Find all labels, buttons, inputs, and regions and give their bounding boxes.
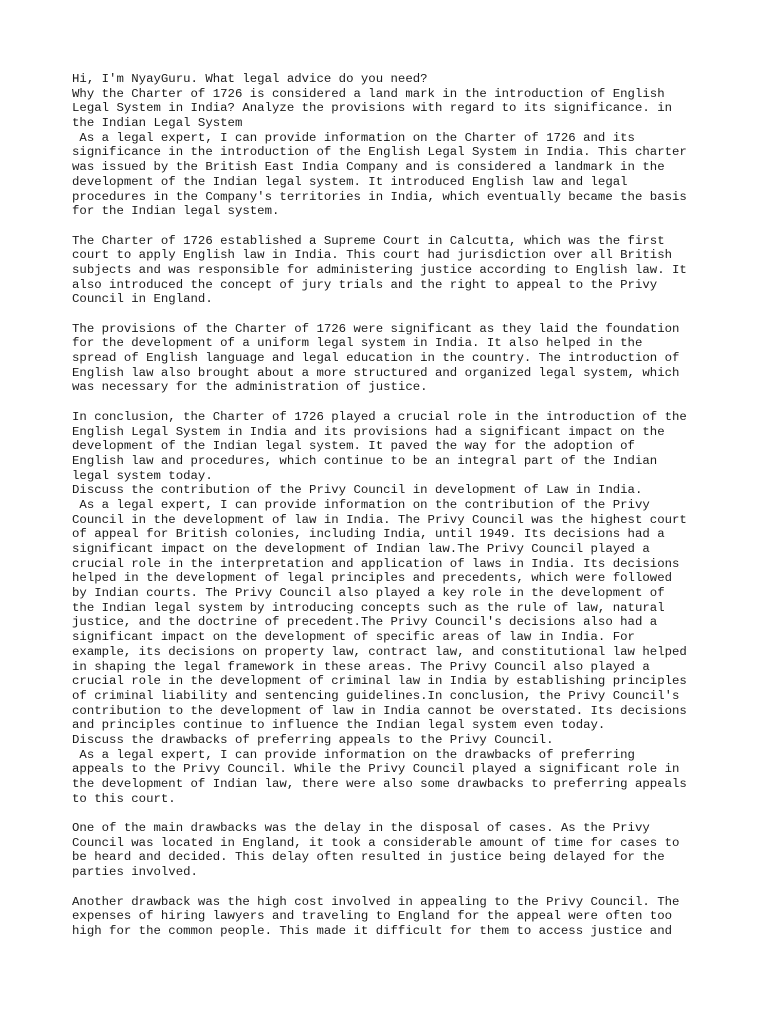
text-line: Legal System in India? Analyze the provisions with regard to its significance. in: [72, 101, 673, 116]
text-line: Why the Charter of 1726 is considered a land mark in the introduction of English: [72, 86, 665, 101]
text-line: English law also brought about a more structured and organized legal system, which: [72, 365, 680, 380]
text-line: appeals to the Privy Council. While the Privy Council played a significant role in: [72, 762, 680, 777]
text-line: of appeal for British colonies, including India, until 1949. Its decisions had a: [72, 527, 665, 542]
text-line: English law and procedures, which continue to be an integral part of the Indian: [72, 453, 658, 468]
text-line: Hi, I'm NyayGuru. What legal advice do you need?: [72, 72, 428, 86]
text-line: and principles continue to influence the Indian legal system even today.: [72, 718, 606, 733]
text-line: As a legal expert, I can provide information on the contribution of the Privy: [72, 497, 650, 512]
text-line: As a legal expert, I can provide information on the Charter of 1726 and its: [72, 130, 635, 145]
text-line: in shaping the legal framework in these areas. The Privy Council also played a: [72, 659, 650, 674]
text-line: procedures in the Company's territories in India, which eventually became the basis: [72, 189, 687, 204]
text-line: Discuss the drawbacks of preferring appeals to the Privy Council.: [72, 732, 554, 747]
text-line: Another drawback was the high cost involved in appealing to the Privy Council. The: [72, 894, 680, 909]
text-line: legal system today.: [72, 468, 213, 483]
text-line: subjects and was responsible for administering justice according to English law. It: [72, 262, 687, 277]
text-line: crucial role in the interpretation and application of laws in India. Its decisions: [72, 556, 680, 571]
blank-line: [72, 880, 712, 895]
text-line: the development of Indian law, there were also some drawbacks to preferring appeals: [72, 777, 687, 791]
blank-line: [72, 806, 712, 821]
text-line: Council in England.: [72, 292, 213, 307]
text-line: of criminal liability and sentencing guidelines.In conclusion, the Privy Council's: [72, 688, 680, 703]
blank-line: [72, 395, 712, 410]
text-line: contribution to the development of law in India cannot be overstated. Its decisions: [72, 703, 687, 718]
text-line: example, its decisions on property law, contract law, and constitutional law helped: [72, 644, 687, 659]
document-text: [72, 72, 712, 939]
text-line: spread of English language and legal education in the country. The introduction of: [72, 351, 680, 366]
text-line: In conclusion, the Charter of 1726 played a crucial role in the introduction of the: [72, 409, 687, 424]
text-line: high for the common people. This made it difficult for them to access justice and: [72, 923, 673, 938]
text-line: crucial role in the development of criminal law in India by establishing principles: [72, 674, 687, 689]
blank-line: [72, 219, 712, 234]
text-line: was necessary for the administration of justice.: [72, 380, 428, 395]
text-line: development of the Indian legal system. It introduced English law and legal: [72, 174, 628, 189]
text-line: by Indian courts. The Privy Council also played a key role in the development of: [72, 586, 665, 601]
text-line: expenses of hiring lawyers and traveling to England for the appeal were often too: [72, 909, 673, 924]
text-line: helped in the development of legal principles and precedents, which were followed: [72, 571, 673, 586]
text-line: significant impact on the development of Indian law.The Privy Council played a: [72, 542, 650, 556]
text-line: Council in the development of law in India. The Privy Council was the highest court: [72, 512, 687, 527]
text-line: The Charter of 1726 established a Supreme Court in Calcutta, which was the first: [72, 233, 665, 248]
text-line: the Indian Legal System: [72, 116, 243, 131]
text-line: development of the Indian legal system. It paved the way for the adoption of: [72, 439, 635, 454]
text-line: significance in the introduction of the English Legal System in India. This charter: [72, 145, 687, 160]
text-line: One of the main drawbacks was the delay in the disposal of cases. As the Privy: [72, 821, 650, 836]
text-line: for the development of a uniform legal system in India. It also helped in the: [72, 336, 643, 351]
text-line: parties involved.: [72, 865, 198, 880]
text-line: to this court.: [72, 791, 176, 806]
text-line: be heard and decided. This delay often resulted in justice being delayed for the: [72, 850, 665, 865]
text-line: the Indian legal system by introducing concepts such as the rule of law, natural: [72, 600, 665, 615]
text-line: justice, and the doctrine of precedent.The Privy Council's decisions also had a: [72, 615, 658, 630]
text-line: for the Indian legal system.: [72, 204, 280, 219]
text-line: As a legal expert, I can provide information on the drawbacks of preferring: [72, 747, 635, 762]
text-line: The provisions of the Charter of 1726 were significant as they laid the foundation: [72, 321, 680, 336]
text-line: court to apply English law in India. This court had jurisdiction over all British: [72, 248, 673, 263]
text-line: also introduced the concept of jury trials and the right to appeal to the Privy: [72, 277, 658, 292]
text-line: was issued by the British East India Company and is considered a landmark in the: [72, 160, 665, 175]
text-line: Discuss the contribution of the Privy Council in development of Law in India.: [72, 483, 643, 498]
blank-line: [72, 307, 712, 322]
text-line: Council was located in England, it took a considerable amount of time for cases to: [72, 835, 680, 850]
text-line: English Legal System in India and its provisions had a significant impact on the: [72, 424, 665, 439]
text-line: significant impact on the development of specific areas of law in India. For: [72, 630, 635, 645]
